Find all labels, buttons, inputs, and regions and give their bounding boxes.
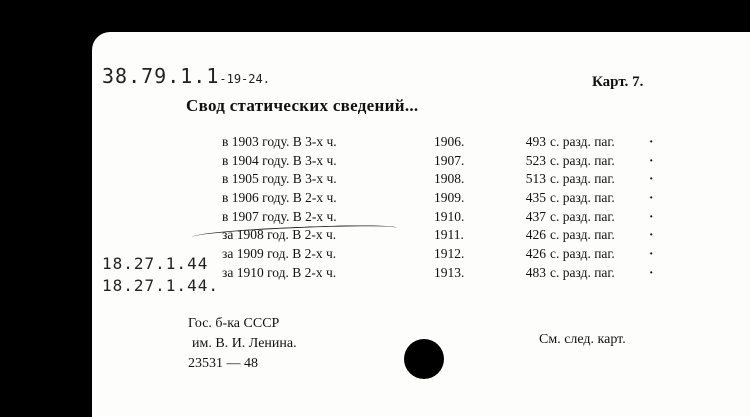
list-item: в 1903 году. В 3-х ч. 1906. 493 с. разд. паг. · xyxy=(222,134,654,149)
continuation-note: См. след. карт. xyxy=(539,332,626,347)
catalog-card xyxy=(92,32,750,417)
card-number: Карт. 7. xyxy=(592,74,644,90)
library-stamp xyxy=(188,314,297,374)
list-item: в 1904 году. В 3-х ч. 1907. 523 с. разд. паг. · xyxy=(222,152,654,168)
handwritten-margin-note: 18.27.1.44. xyxy=(102,276,219,295)
print-number: 23531 — 48 xyxy=(188,356,258,371)
list-item: в 1906 году. В 2-х ч. 1909. 435 с. разд. паг. · xyxy=(222,190,654,206)
handwritten-margin-note: 18.27.1.44 xyxy=(102,254,209,273)
list-item: в 1907 году. В 2-х ч. 1910. 437 с. разд. паг. · xyxy=(222,208,654,224)
library-subtitle: им. В. И. Ленина. xyxy=(192,336,297,351)
library-name: Гос. б-ка СССР xyxy=(188,316,280,331)
list-item: за 1910 год. В 2-х ч. 1913. 483 с. разд. паг. · xyxy=(222,264,654,280)
list-item: за 1909 год. В 2-х ч. 1912. 426 с. разд. паг. · xyxy=(222,246,654,262)
punch-hole xyxy=(404,339,444,379)
scan-edge xyxy=(690,0,750,32)
list-item: за 1908 год. В 2-х ч. 1911. 426 с. разд. паг. · xyxy=(222,227,654,243)
handwritten-call-number: 38.79.1.1-19-24. xyxy=(102,64,270,88)
list-item: в 1905 году. В 3-х ч. 1908. 513 с. разд. паг. · xyxy=(222,171,654,187)
card-title: Свод статических сведений... xyxy=(186,96,419,115)
